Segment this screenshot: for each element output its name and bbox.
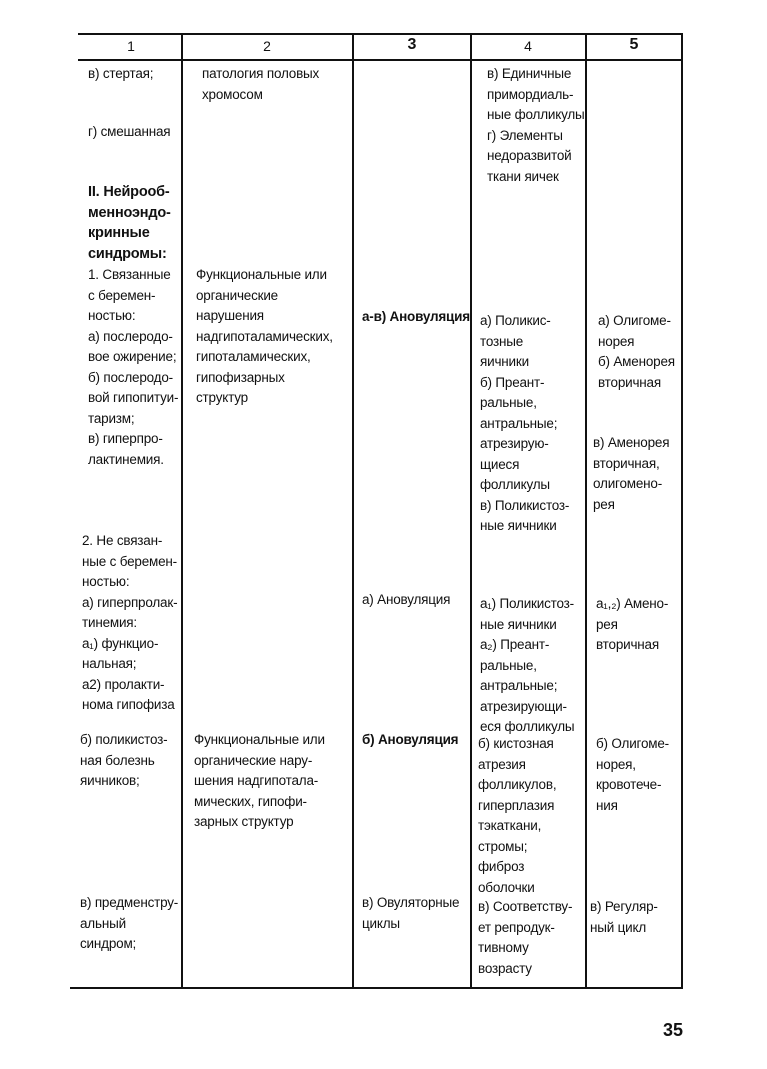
col4-polycystic-ovaries-2: а₁) Поликистоз- ные яичники а₂) Преант- ральные, антральные; атрезирующи- еся фолликулы [480,596,575,734]
table-right-border [681,33,683,989]
col5-secondary-amenorrhea-2: а₁,₂) Амено- рея вторичная [596,596,669,652]
col1-not-pregnancy-related: 2. Не связан- ные с беремен- ностью: а) гиперпролак- тинемия: а₁) функцио- нальная; а2) пролакти- нома гипофиза [82,533,178,712]
col1-section-heading: II. Нейрооб- менноэндо- кринные синдромы: [88,184,171,262]
col4-cystic-atresia: б) кистозная атрезия фолликулов, гиперплазия тэкаткани, стромы; фиброз оболочки [478,736,557,895]
col1-polycystic: б) поликистоз- ная болезнь яичников; [80,732,168,788]
col3-anovulation-a: а) Ановуляция [362,592,451,607]
col1-mixed-form: г) смешанная [88,124,171,139]
column-divider-1 [181,33,183,989]
col2-chromosome-pathology: патология половых хромосом [202,66,320,102]
col4-reproductive-age: в) Соответству- ет репродук- тивному возрасту [478,899,573,976]
col3-anovulation-a-v: а-в) Ановуляция [362,309,470,324]
column-divider-3 [470,33,472,989]
page-number: 35 [662,1020,683,1040]
col3-anovulation-b: б) Ановуляция [362,732,459,747]
header-col-5: 5 [629,36,639,53]
header-col-2: 2 [263,38,271,54]
table-header-rule [78,59,683,61]
col1-pregnancy-related: 1. Связанные с беремен- ностью: а) послеродо- вое ожирение; б) послеродо- вой гипопитуи- таризм; в) гиперпро- лактинемия. [88,267,179,467]
table-top-rule [78,33,683,35]
col5-secondary-amenorrhea: в) Аменорея вторичная, олигомено- рея [593,435,670,512]
header-col-4: 4 [524,38,532,54]
table-bottom-rule [70,987,683,989]
col5-oligomenorrhea-bleeding: б) Олигоме- норея, кровотече- ния [596,736,669,813]
column-divider-4 [585,33,587,989]
col3-ovulatory-cycles: в) Овуляторные циклы [362,895,460,931]
col5-oligomenorrhea: а) Олигоме- норея б) Аменорея вторичная [598,313,675,390]
col1-worn-form: в) стертая; [88,66,154,81]
column-divider-2 [352,33,354,989]
col1-premenstrual: в) предменстру- альный синдром; [80,895,179,951]
col4-single-follicles: в) Единичные примордиаль- ные фолликулы г) Элементы недоразвитой ткани яичек [487,66,585,184]
header-col-1: 1 [127,38,135,54]
col5-regular-cycle: в) Регуляр- ный цикл [590,899,658,935]
header-col-3: 3 [407,36,417,53]
col2-functional-disorders: Функциональные или органические нарушения надгипоталамических, гипоталамических, гипофизарных структур [196,267,333,405]
col4-polycystic-ovaries: а) Поликис- тозные яичники б) Преант- ральные, антральные; атрезирую- щиеся фолликулы в) Поликистоз- ные яичники [480,313,570,533]
col2-functional-disorders-2: Функциональные или органические нару- шения надгипотала- мических, гипофи- зарных структур [194,732,325,829]
